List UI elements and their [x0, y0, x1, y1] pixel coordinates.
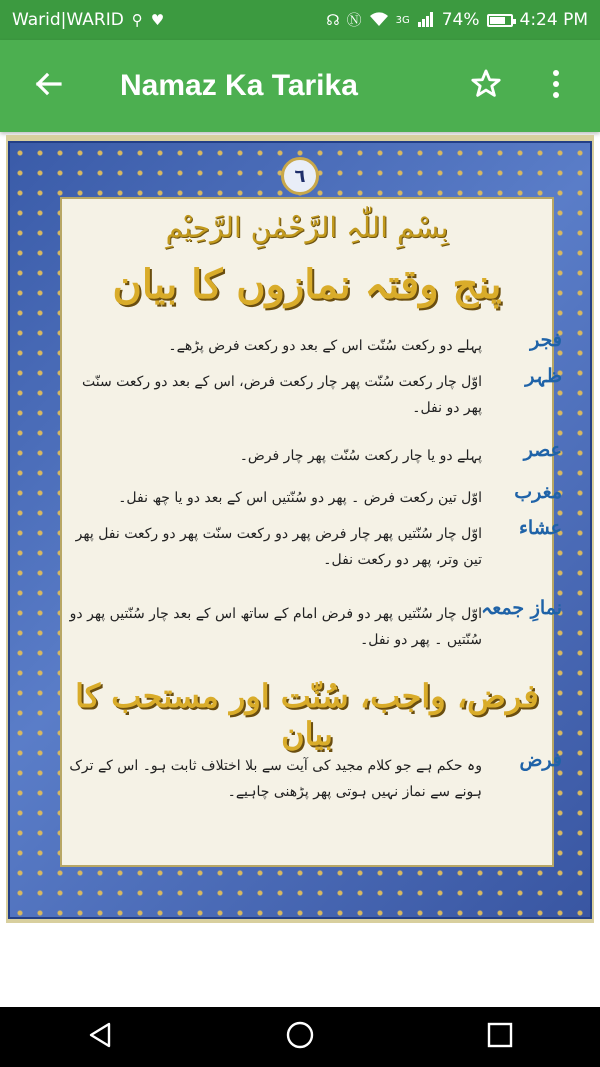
prayer-text: پہلے دو رکعت سُنّت اس کے بعد دو رکعت فرض پڑھے۔: [168, 338, 482, 354]
back-button[interactable]: [20, 58, 76, 114]
health-icon: ♥: [150, 10, 165, 29]
prayer-text: اوّل چار رکعت سُنّت پھر چار رکعت فرض، اس کے بعد دو رکعت سنّت پھر دو نفل۔: [82, 374, 482, 416]
square-recents-icon: [487, 1022, 513, 1052]
star-outline-icon: [469, 67, 503, 105]
prayer-label: ظہر: [525, 365, 562, 387]
nav-recents-button[interactable]: [470, 1007, 530, 1067]
prayer-text: اوّل چار سُنّتیں پھر چار فرض پھر دو رکعت سنّت پھر دو رکعت نفل پھر تین وتر، پھر دو رکعت نفل۔: [75, 526, 482, 568]
favorite-button[interactable]: [460, 60, 512, 112]
headset-icon: ☊: [326, 10, 340, 29]
nfc-icon: Ⓝ: [346, 10, 362, 29]
prayer-text: اوّل چار سُنّتیں پھر دو فرض امام کے ساتھ اس کے بعد چار سُنّتیں پھر دو سُنّتیں ۔ پھر دو نفل۔: [69, 606, 482, 648]
system-nav-bar: [0, 1007, 600, 1067]
prayer-label: عصر: [523, 439, 562, 461]
usb-icon: ⚲: [131, 10, 143, 29]
app-title: Namaz Ka Tarika: [120, 69, 358, 102]
prayer-text: اوّل تین رکعت فرض ۔ پھر دو سُنّتیں اس کے بعد دو یا چھ نفل۔: [118, 490, 482, 506]
signal-icon: [417, 11, 435, 30]
circle-home-icon: [285, 1020, 315, 1054]
wifi-icon: [369, 11, 389, 30]
prayer-text: پہلے دو یا چار رکعت سُنّت پھر چار فرض۔: [239, 448, 482, 464]
definition-row-fard: [62, 749, 562, 815]
page-content: [60, 197, 562, 867]
book-page: [6, 135, 594, 923]
carrier-label: Warid|WARID: [12, 10, 124, 30]
heading-five-prayers: پنج وقتہ نمازوں کا بیان: [112, 261, 502, 308]
triangle-back-icon: [87, 1021, 113, 1053]
prayer-label: فجر: [530, 329, 562, 351]
nav-home-button[interactable]: [270, 1007, 330, 1067]
heading-fard-wajib: فرض، واجب، سُنّت اور مستحب کا بیان: [75, 677, 539, 753]
prayer-label: مغرب: [514, 481, 562, 503]
status-bar: [0, 0, 600, 40]
battery-icon: [487, 14, 513, 27]
decorative-frame: [8, 141, 592, 919]
prayer-label: عشاء: [518, 517, 562, 539]
definition-label: فرض: [519, 749, 562, 771]
more-options-button[interactable]: [530, 60, 582, 112]
prayer-row-jumuah: [62, 597, 562, 663]
clock: 4:24 PM: [519, 10, 588, 30]
network-type: 3G: [395, 14, 410, 26]
prayer-row-maghrib: [62, 481, 562, 515]
definition-text: وہ حکم ہے جو کلام مجید کی آیت سے بلا اختلاف ثابت ہو۔ اس کے ترک ہونے سے نماز نہیں ہوتی پھر پڑھنی چاہیے۔: [69, 758, 482, 800]
page-number: ٦: [281, 157, 319, 195]
more-vert-icon: [552, 69, 560, 103]
bismillah: بِسْمِ اللّٰہِ الرَّحْمٰنِ الرَّحِیْمِ: [165, 211, 449, 244]
prayer-row-zuhr: [62, 365, 562, 425]
nav-back-button[interactable]: [70, 1007, 130, 1067]
arrow-left-icon: [33, 69, 63, 103]
prayer-row-asr: [62, 439, 562, 473]
app-bar: [0, 40, 600, 132]
prayer-label: نمازِ جمعہ: [481, 597, 562, 619]
battery-percent: 74%: [441, 10, 480, 30]
prayer-row-fajr: [62, 329, 562, 363]
prayer-row-isha: [62, 517, 562, 583]
